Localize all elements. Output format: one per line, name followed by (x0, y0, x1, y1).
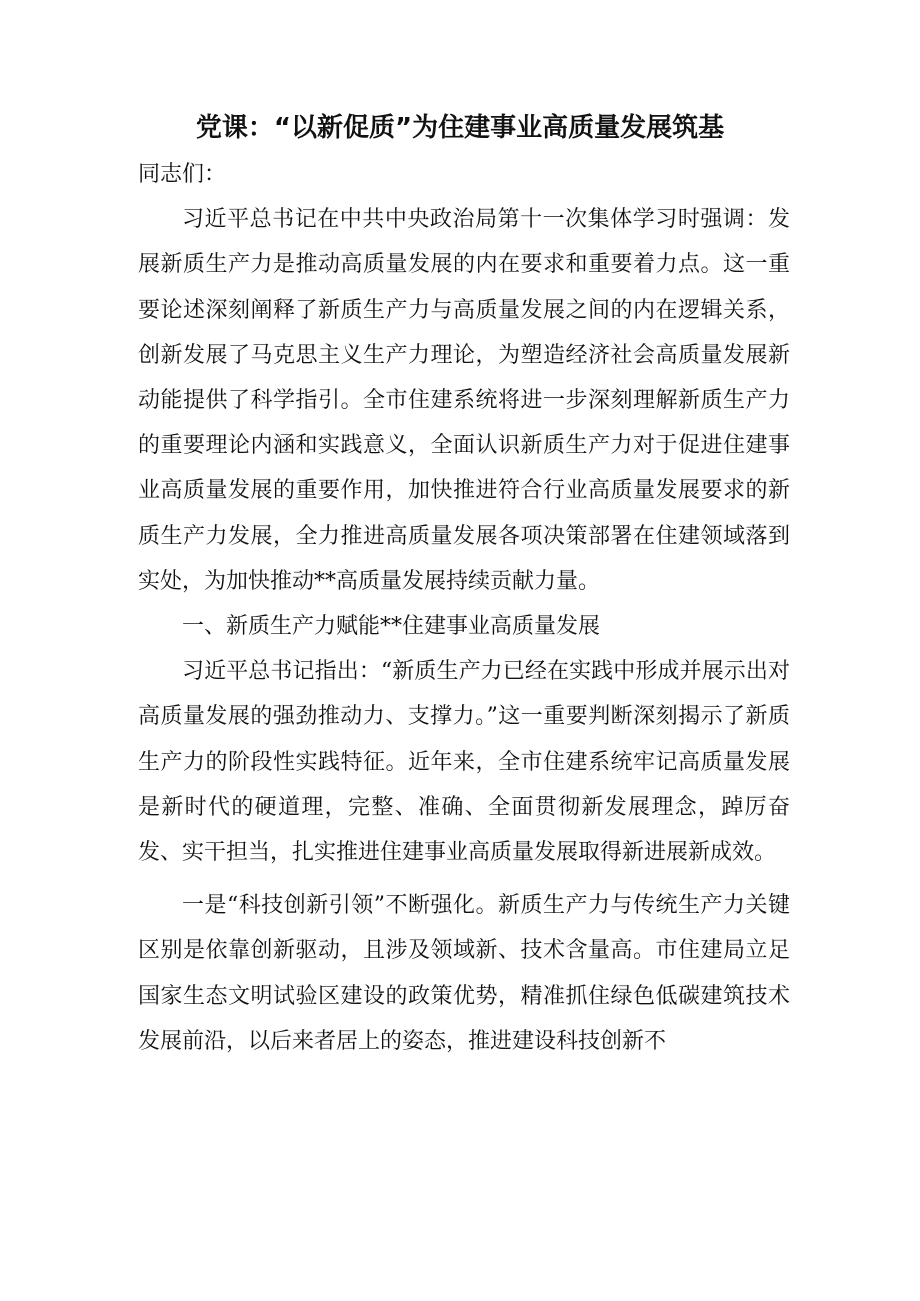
document-title: 党课：“以新促质”为住建事业高质量发展筑基 (195, 113, 725, 143)
paragraph-gap (138, 875, 790, 883)
section-heading-1: 一、新质生产力赋能**住建事业高质量发展 (182, 614, 601, 640)
document-body (138, 152, 790, 1064)
paragraph-point-1: 一是“科技创新引领”不断强化。新质生产力与传统生产力关键区别是依靠创新驱动，且涉及领域新、技术含量高。市住建局立足国家生态文明试验区建设的政策优势，精准抓住绿色低碳建筑技术发展前沿，以后来者居上的姿态，推进建设科技创新不 (138, 893, 790, 1054)
paragraph-intro: 习近平总书记在中共中央政治局第十一次集体学习时强调：发展新质生产力是推动高质量发展的内在要求和重要着力点。这一重要论述深刻阐释了新质生产力与高质量发展之间的内在逻辑关系，创新发展了马克思主义生产力理论，为塑造经济社会高质量发展新动能提供了科学指引。全市住建系统将进一步深刻理解新质生产力的重要理论内涵和实践意义，全面认识新质生产力对于促进住建事业高质量发展的重要作用，加快推进符合行业高质量发展要求的新质生产力发展，全力推进高质量发展各项决策部署在住建领域落到实处，为加快推动**高质量发展持续贡献力量。 (138, 207, 790, 594)
salutation: 同志们： (138, 162, 227, 187)
paragraph-section-1: 习近平总书记指出：“新质生产力已经在实践中形成并展示出对高质量发展的强劲推动力、支撑力。”这一重要判断深刻揭示了新质生产力的阶段性实践特征。近年来，全市住建系统牢记高质量发展是新时代的硬道理，完整、准确、全面贯彻新发展理念，踔厉奋发、实干担当，扎实推进住建事业高质量发展取得新进展新成效。 (138, 659, 790, 866)
